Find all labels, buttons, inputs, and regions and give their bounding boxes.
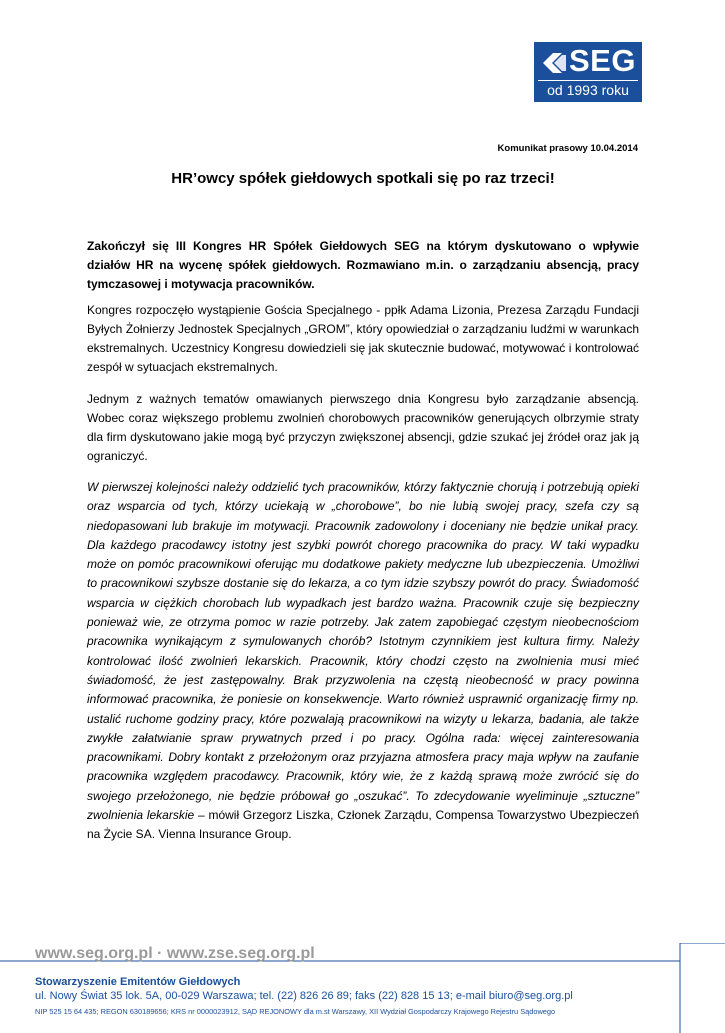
seg-logo-mark-icon [540, 49, 568, 77]
footer-websites[interactable]: www.seg.org.pl · www.zse.seg.org.pl [35, 945, 315, 962]
quote-text: W pierwszej kolejności należy oddzielić tych pracowników, którzy faktycznie chorują i potrzebują opieki oraz wsparcia od tych, którzy uciekają w „chorobowe”, bo nie lubią swojej pracy, szefa czy są niedopasowani lub brakuje im motywacji. Pracownik zadowolony i doceniany nie będzie unikał pracy. Dla każdego pracodawcy istotny jest szybki powrót chorego pracownika do pracy. W taki wypadku może on pomóc pracownikowi oferując mu dodatkowe pakiety medyczne lub ubezpieczenia. Umożliwi to pracownikowi szybsze dostanie się do lekarza, a co tym idzie szybszy powrót do pracy. Świadomość wsparcia w ciężkich chorobach lub wypadkach jest bardzo ważna. Pracownik czuje się bezpieczny ponieważ wie, ze otrzyma pomoc w razie potrzeby. Jak zatem zapobiegać częstym nieobecnościom pracownika wynikającym z symulowanych chorób? Istotnym czynnikiem jest kultura firmy. Należy kontrolować ilość zwolnień lekarskich. Pracownik, który chodzi często na zwolnienia musi mieć świadomość, że jest zastępowalny. Brak przyzwolenia na częstą nieobecność w pracy powinna informować pracownika, że poniesie on konsekwencje. Warto również usprawnić organizację firmy np. ustalić ruchome godziny pracy, które pozwalają pracownikowi na wizyty u lekarza, badania, ale także zwykłe załatwianie spraw prywatnych przed i po pracy. Ogólna rada: więcej zainteresowania pracownikami. Dobry kontakt z przełożonym oraz przyjazna atmosfera pracy maja wpływ na zaufanie pracownika względem pracodawcy. Pracownik, który wie, że z każdą sprawą może zwrócić się do swojego przełożonego, nie będzie próbował go „oszukać”. To zdecydowanie wyeliminuje „sztuczne” zwolnienia lekarskie [87, 480, 639, 823]
paragraph-2: Jednym z ważnych tematów omawianych pierwszego dnia Kongresu było zarządzanie absencją. Wobec coraz większego problemu zwolnień chorobowych pracowników generujących olbrzymie straty dla firm dyskutowano jakie mogą być przyczyn zwiększonej absencji, gdzie szukać jej źródeł oraz jak ją ograniczyć. [87, 392, 639, 463]
headline: HR’owcy spółek giełdowych spotkali się po raz trzeci! [171, 170, 555, 187]
seg-logo-since: od 1993 roku [547, 82, 629, 98]
seg-logo-text: SEG [569, 43, 636, 78]
quote-paragraph [87, 478, 639, 845]
footer-address: ul. Nowy Świat 35 lok. 5A, 00-029 Warszawa; tel. (22) 826 26 89; faks (22) 828 15 13; e-mail biuro@seg.org.pl [35, 990, 573, 1002]
logo-divider [538, 80, 638, 81]
paragraph-1: Kongres rozpoczęło wystąpienie Gościa Specjalnego - ppłk Adama Lizonia, Prezesa Zarządu Fundacji Byłych Żołnierzy Jednostek Specjalnych „GROM”, który opowiedział o zarządzaniu ludźmi w warunkach ekstremalnych. Uczestnicy Kongresu dowiedzieli się jak skutecznie budować, motywować i kontrolować zespół w sytuacjach ekstremalnych. [87, 303, 639, 374]
press-release-date: Komunikat prasowy 10.04.2014 [497, 143, 638, 154]
lead-paragraph: Zakończył się III Kongres HR Spółek Giełdowych SEG na którym dyskutowano o wpływie działów HR na wycenę spółek giełdowych. Rozmawiano m.in. o zarządzaniu absencją, pracy tymczasowej i motywacja pracowników. [87, 239, 639, 291]
footer-registration: NIP 525 15 64 435; REGON 630189656; KRS nr 0000023912, SĄD REJONOWY dla m.st Warszawy, XII Wydział Gospodarczy Krajowego Rejestru Sądowego [35, 1007, 556, 1016]
seg-logo [534, 42, 642, 102]
footer-organization: Stowarzyszenie Emitentów Giełdowych [35, 976, 241, 988]
quote-attribution: – mówił Grzegorz Liszka, Członek Zarządu, Compensa Towarzystwo Ubezpieczeń na Życie SA. Vienna Insurance Group. [87, 808, 640, 842]
